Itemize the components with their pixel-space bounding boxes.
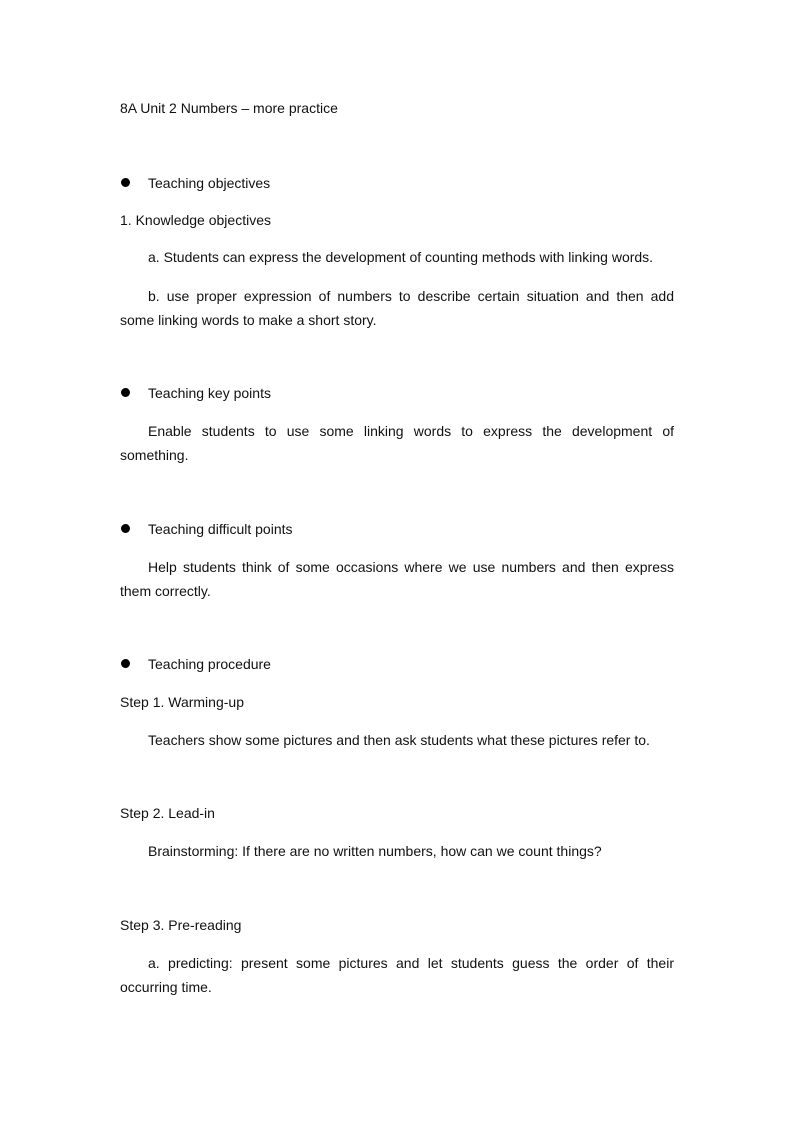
step1-title: Step 1. Warming-up: [120, 694, 244, 710]
section-label: Teaching difficult points: [148, 521, 293, 537]
objective-item-a: a. Students can express the development of counting methods with linking words.: [148, 249, 654, 265]
knowledge-objectives-subheading: 1. Knowledge objectives: [120, 212, 271, 228]
section-label: Teaching objectives: [148, 175, 271, 191]
bullet-icon: [121, 659, 130, 668]
difficult-points-text: Help students think of some occasions where we use numbers and then express them correctly.: [120, 559, 674, 599]
step3-text: a. predicting: present some pictures and let students guess the order of their occurring time.: [120, 955, 674, 995]
section-label: Teaching procedure: [148, 656, 271, 672]
key-points-text: Enable students to use some linking words to express the development of something.: [120, 423, 674, 463]
bullet-icon: [121, 388, 130, 397]
step2-title: Step 2. Lead-in: [120, 805, 215, 821]
step1-text: Teachers show some pictures and then ask students what these pictures refer to.: [148, 732, 650, 748]
bullet-icon: [121, 178, 130, 187]
bullet-icon: [121, 524, 130, 533]
step2-text: Brainstorming: If there are no written numbers, how can we count things?: [148, 843, 602, 859]
step3-title: Step 3. Pre-reading: [120, 917, 242, 933]
document-title: 8A Unit 2 Numbers – more practice: [120, 100, 338, 116]
objective-item-b: b. use proper expression of numbers to describe certain situation and then add some linking words to make a short story.: [120, 288, 674, 328]
section-label: Teaching key points: [148, 385, 271, 401]
